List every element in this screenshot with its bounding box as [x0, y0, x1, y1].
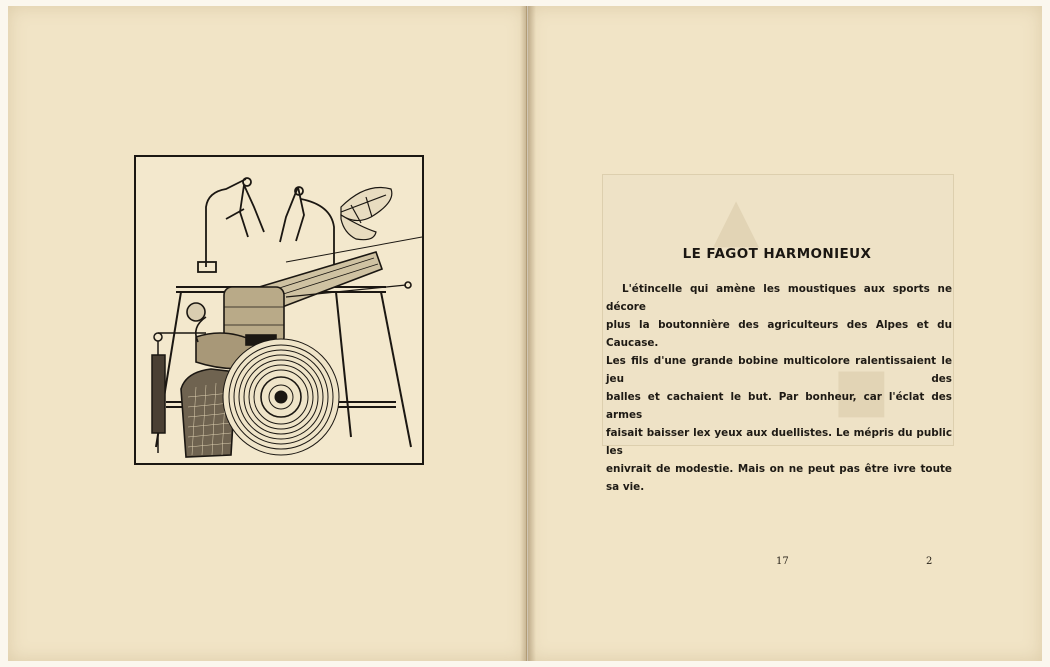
wasp-wing-icon	[341, 187, 392, 239]
collage-illustration	[134, 155, 424, 465]
vinyl-record-icon	[223, 339, 339, 455]
page-number-right: 2	[926, 556, 933, 567]
poem-line: Les fils d'une grande bobine multicolore ralentissaient le jeu des	[606, 355, 952, 385]
poem-line: plus la boutonnière des agriculteurs des Alpes et du Caucase.	[606, 319, 952, 349]
poem-body	[606, 280, 952, 496]
poem-line: enivrait de modestie. Mais on ne peut pas être ivre toute sa vie.	[606, 463, 952, 493]
poem-line: L'étincelle qui amène les moustiques aux sports ne décore	[606, 283, 952, 313]
collage-engraving	[136, 157, 422, 463]
book-gutter	[520, 6, 536, 661]
compass-icon	[198, 178, 334, 272]
show-through-mark: ■	[833, 355, 890, 425]
poem-line: faisait baisser lex yeux aux duellistes. Le mépris du public les	[606, 427, 952, 457]
show-through-mark: ▲	[713, 185, 760, 255]
page-number-left: 17	[776, 556, 789, 567]
poem-title: LE FAGOT HARMONIEUX	[682, 246, 872, 262]
poem-line: balles et cachaient le but. Par bonheur, car l'éclat des armes	[606, 391, 952, 421]
